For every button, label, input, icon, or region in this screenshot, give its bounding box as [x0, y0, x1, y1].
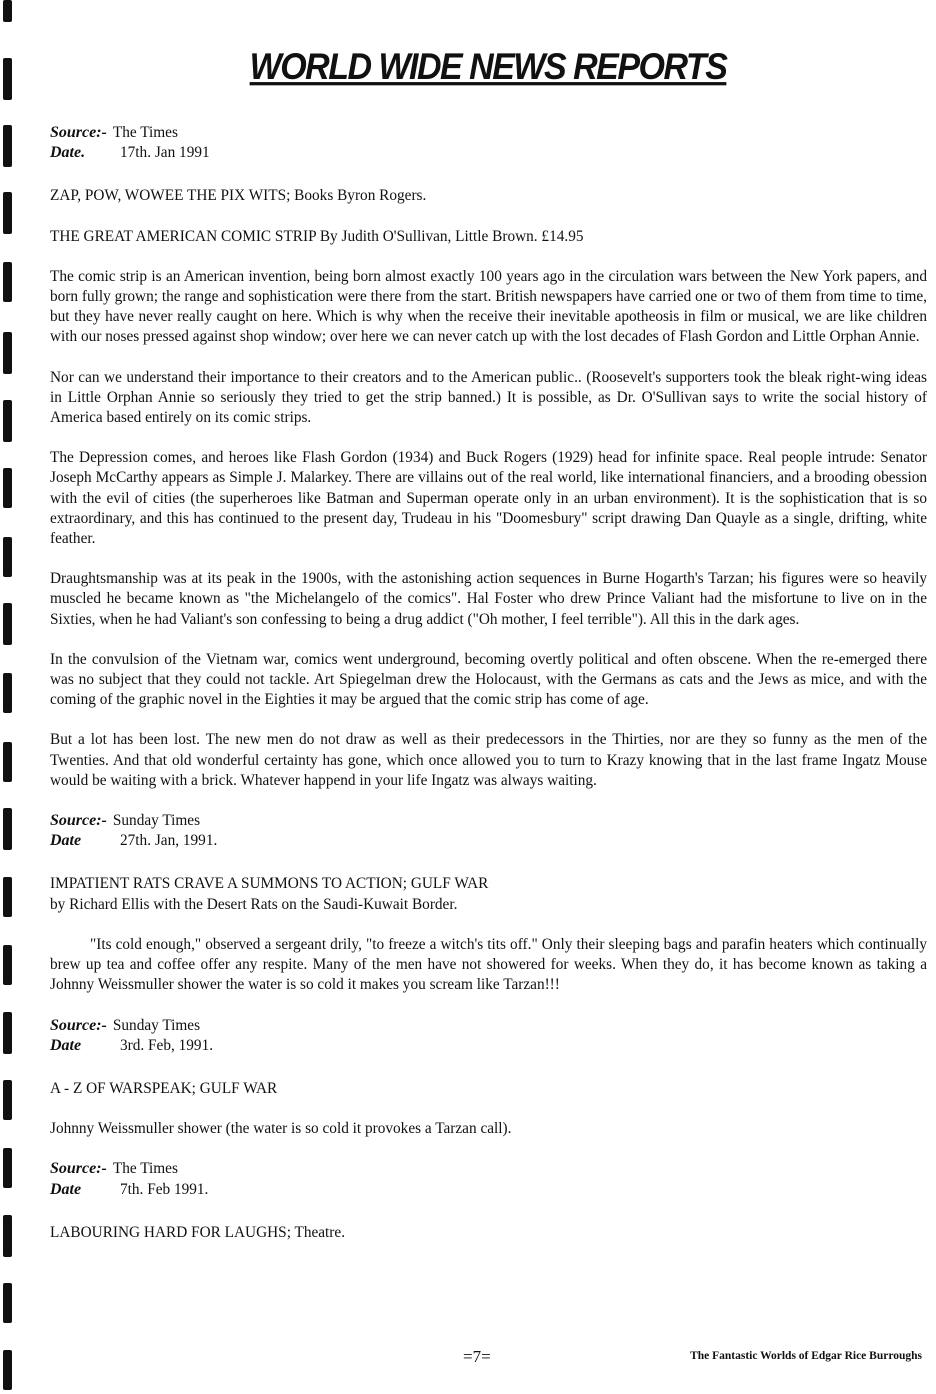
binding-mark [3, 673, 12, 713]
article-subheadline: THE GREAT AMERICAN COMIC STRIP By Judith O'Sullivan, Little Brown. £14.95 [50, 227, 584, 245]
article-paragraph: The Depression comes, and heroes like Flash Gordon (1934) and Buck Rogers (1929) head for infinite space. Real people intrude: Senator Joseph McCarthy appears as Simple J. Malarkey. There are villains out of the real world, like international financiers, and a brooding obession with the evil of cities (the superheroes like Batman and Superman operate only in an urban environment). It is the sophistication that is so extraordinary, and this has continued to the present day, Trudeau in his "Doomesbury" script drawing Dan Quayle as a single, drifting, white feather. [50, 449, 927, 548]
source-label: Source:- [50, 1160, 107, 1178]
date-value: 3rd. Feb, 1991. [120, 1036, 214, 1054]
source-value: The Times [112, 124, 178, 141]
article-headline: LABOURING HARD FOR LAUGHS; Theatre. [50, 1223, 346, 1241]
date-label: Date [50, 1036, 82, 1054]
article-paragraph: In the convulsion of the Vietnam war, comics went underground, becoming overtly political and often obscene. When the re-emerged there was no subject that they could not tackle. Art Spiegelman drew the Holocaust, with the Germans as cats and the Jews as mice, and with the coming of the graphic novel in the Eighties it may be argued that the comic strip has come of age. [50, 650, 927, 709]
date-value: 17th. Jan 1991 [120, 144, 210, 162]
binding-mark [3, 468, 12, 508]
article-headline: IMPATIENT RATS CRAVE A SUMMONS TO ACTION; GULF WAR [50, 875, 489, 893]
source-block [50, 123, 927, 163]
article-paragraph: The comic strip is an American invention, being born almost exactly 100 years ago in the circulation wars between the New York papers, and born fully grown; the range and sophistication were there from the start. British newspapers have carried one or two of them from time to time, but they have never really caught on here. Which is why when the receive their inevitable apotheosis in film or musical, we are like children with our noses pressed against shop window; over here we can never catch up with the lost decades of Flash Gordon and Little Orphan Annie. [50, 267, 927, 346]
binding-hole-marks [0, 0, 20, 1394]
binding-mark [3, 742, 12, 782]
date-value: 7th. Feb 1991. [120, 1180, 209, 1198]
binding-mark [3, 808, 12, 850]
publication-name: The Fantastic Worlds of Edgar Rice Burroughs [690, 1350, 922, 1362]
article-content [50, 123, 927, 1263]
article-paragraph: Johnny Weissmuller shower (the water is so cold it provokes a Tarzan call). [50, 1120, 512, 1138]
binding-mark [3, 1283, 12, 1323]
source-label: Source:- [50, 1016, 107, 1034]
binding-mark [3, 1350, 12, 1390]
binding-mark [3, 945, 12, 985]
binding-mark [3, 400, 12, 442]
binding-mark [3, 125, 12, 167]
date-label: Date [50, 1180, 82, 1198]
source-block [50, 811, 927, 851]
article-paragraph: But a lot has been lost. The new men do not draw as well as their predecessors in the Thirties, nor are they so funny as the men of the Twenties. And that old wonderful certainty has gone, which once allowed you to turn to Krazy knowing that in the last frame Ingatz Mouse would be waiting with a brick. Whatever happend in your life Ingatz was always waiting. [50, 731, 927, 789]
binding-mark [3, 192, 12, 234]
date-label: Date. [50, 144, 86, 162]
page-title: WORLD WIDE NEWS REPORTS [249, 46, 727, 88]
source-value: Sunday Times [112, 1016, 201, 1034]
binding-mark [3, 1148, 12, 1188]
article-paragraph: "Its cold enough," observed a sergeant drily, "to freeze a witch's tits off." Only their sleeping bags and parafin heaters which continually brew up tea and coffee offer any respite. Many of the men have not showered for weeks. When they do, it has become known as taking a Johnny Weissmuller shower the water is so cold it makes you scream like Tarzan!!! [50, 935, 927, 994]
date-value: 27th. Jan, 1991. [120, 832, 218, 850]
article-byline: by Richard Ellis with the Desert Rats on the Saudi-Kuwait Border. [50, 895, 458, 913]
source-block [50, 1016, 927, 1056]
binding-mark [3, 1012, 12, 1054]
source-label: Source:- [50, 124, 107, 141]
binding-mark [3, 603, 12, 645]
article-paragraph: Draughtsmanship was at its peak in the 1900s, with the astonishing action sequences in Burne Hogarth's Tarzan; his figures were so heavily muscled he became known as "the Michelangelo of the comics". Hal Foster who drew Prince Valiant had the misfortune to live on in the Sixties, when he had Valiant's son confessing to being a drug addict ("Oh mother, I feel terrible"). All this in the dark ages. [50, 570, 927, 628]
article-headline: A - Z OF WARSPEAK; GULF WAR [50, 1079, 278, 1097]
source-label: Source:- [50, 812, 107, 830]
article-headline: ZAP, POW, WOWEE THE PIX WITS; Books Byron Rogers. [50, 187, 427, 205]
binding-mark [3, 1215, 12, 1257]
date-label: Date [50, 832, 82, 850]
source-block [50, 1159, 927, 1199]
source-value: The Times [112, 1160, 178, 1178]
article-paragraph: Nor can we understand their importance to their creators and to the American public.. (Roosevelt's supporters took the bleak right-wing ideas in Little Orphan Annie so seriously they tried to get the strip banned.) It is possible, as Dr. O'Sullivan says to write the social history of America based entirely on its comic strips. [50, 368, 927, 427]
binding-mark [3, 0, 12, 22]
binding-mark [3, 537, 12, 577]
binding-mark [3, 262, 12, 302]
binding-mark [3, 877, 12, 917]
source-value: Sunday Times [112, 812, 201, 830]
page-number: =7= [463, 1347, 491, 1366]
binding-mark [3, 332, 12, 374]
binding-mark [3, 1080, 12, 1120]
